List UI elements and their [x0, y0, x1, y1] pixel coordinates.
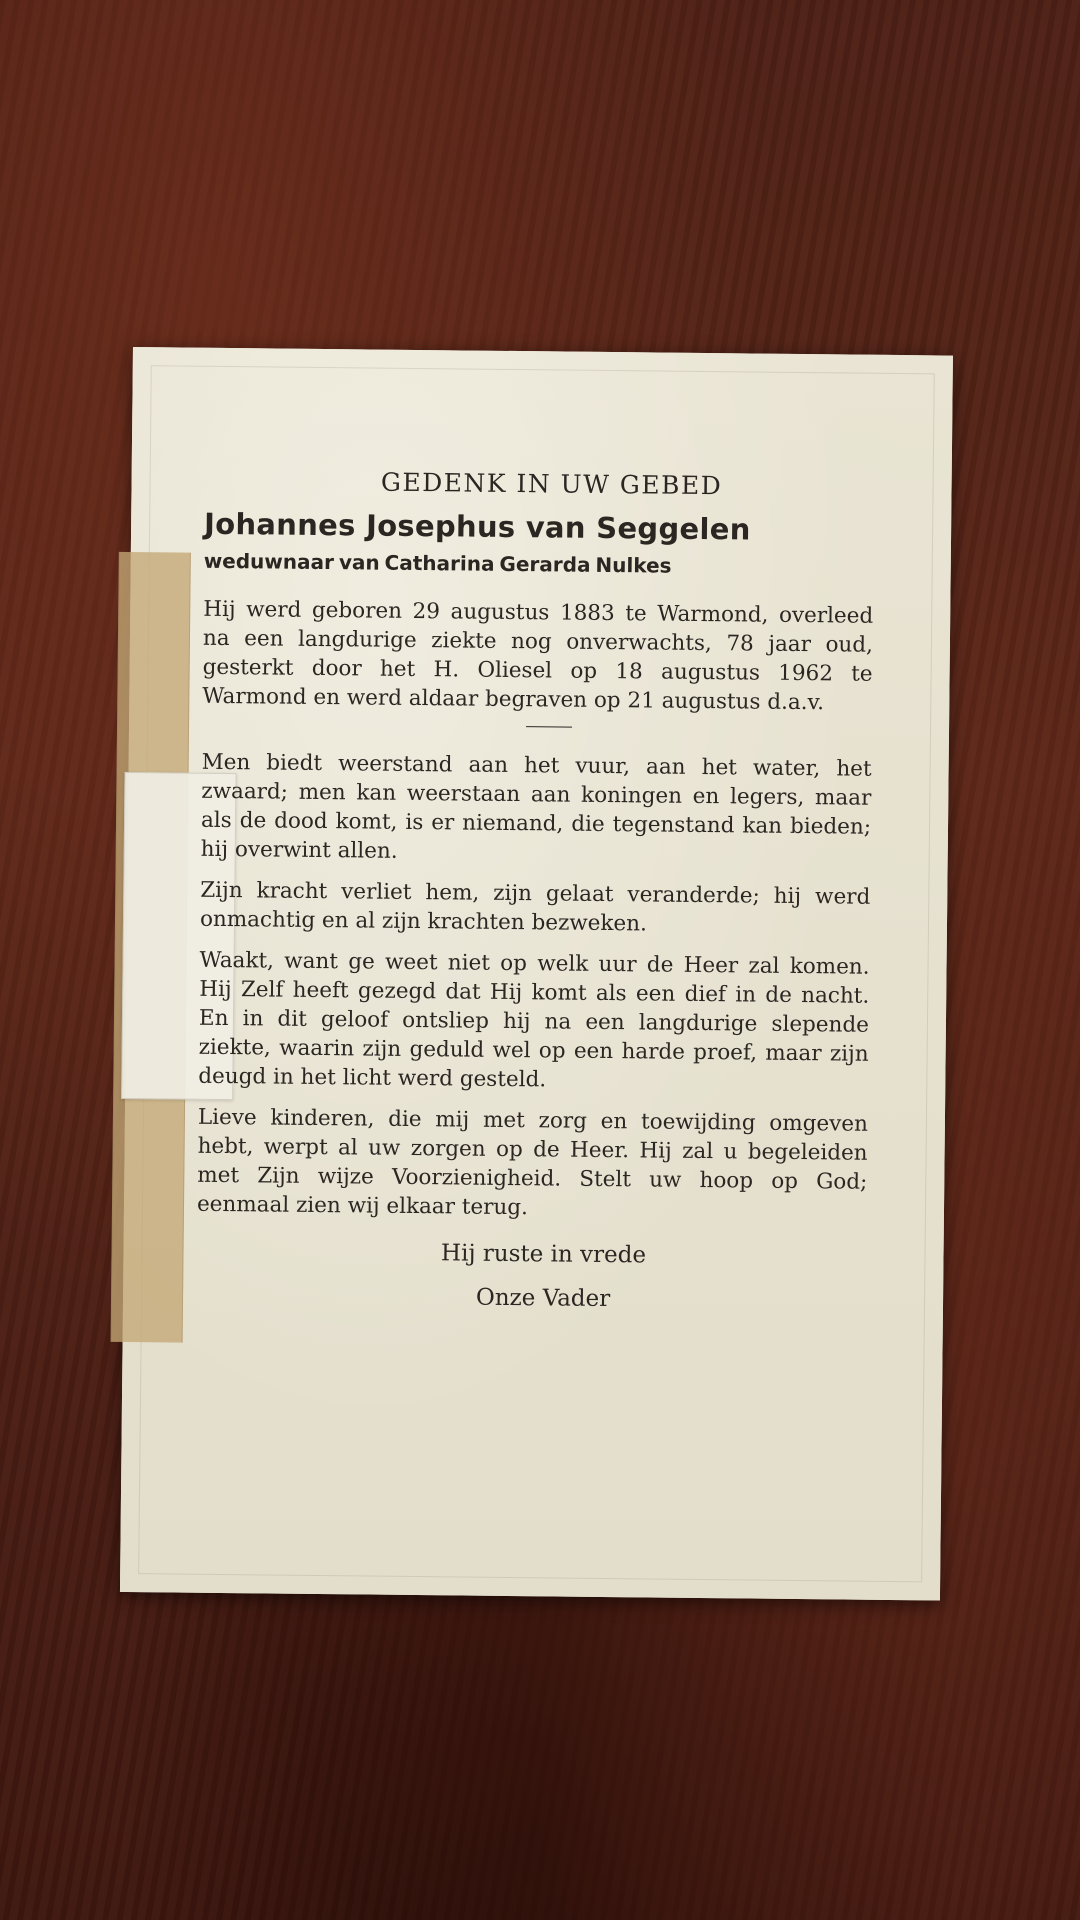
- text-paragraph-3: Waakt, want ge weet niet op welk uur de Heer zal komen. Hij Zelf heeft gezegd dat Hij komt als een dief in de nacht. En in dit geloof ontsliep hij na een langdurige slepende ziekte, waarin zijn geduld wel op een harde proef, maar zijn deugd in het licht werd gesteld.: [198, 947, 870, 1093]
- card-heading: GEDENK IN UW GEBED: [380, 467, 723, 501]
- divider-line: [526, 726, 572, 727]
- text-paragraph-1: Men biedt weerstand aan het vuur, aan het water, het zwaard; men kan weerstaan aan koningen en legers, maar als de dood komt, is er niemand, die tegenstand kan bieden; hij overwint allen.: [200, 749, 872, 864]
- closing-line-our-father: Onze Vader: [475, 1284, 611, 1313]
- widower-line: weduwnaar van Catharina Gerarda Nulkes: [203, 548, 672, 578]
- text-paragraph-4: Lieve kinderen, die mij met zorg en toewijding omgeven hebt, werpt al uw zorgen op de Heer. Hij zal u begeleiden met Zijn wijze Voorzienigheid. Stelt uw hoop op God; eenmaal zien wij elkaar terug.: [196, 1104, 869, 1221]
- deceased-name: Johannes Josephus van Seggelen: [203, 506, 751, 547]
- memorial-card: [120, 347, 953, 1601]
- closing-line-rest-in-peace: Hij ruste in vrede: [440, 1240, 647, 1269]
- biography-paragraph: Hij werd geboren 29 augustus 1883 te Warmond, overleed na een langdurige ziekte nog onverwachts, 78 jaar oud, gesterkt door het H. Oliesel op 18 augustus 1962 te Warmond en werd aldaar begraven op 21 augustus d.a.v.: [202, 596, 874, 716]
- text-paragraph-2: Zijn kracht verliet hem, zijn gelaat veranderde; hij werd onmachtig en al zijn krachten bezweken.: [199, 877, 871, 937]
- card-content: [196, 466, 877, 1322]
